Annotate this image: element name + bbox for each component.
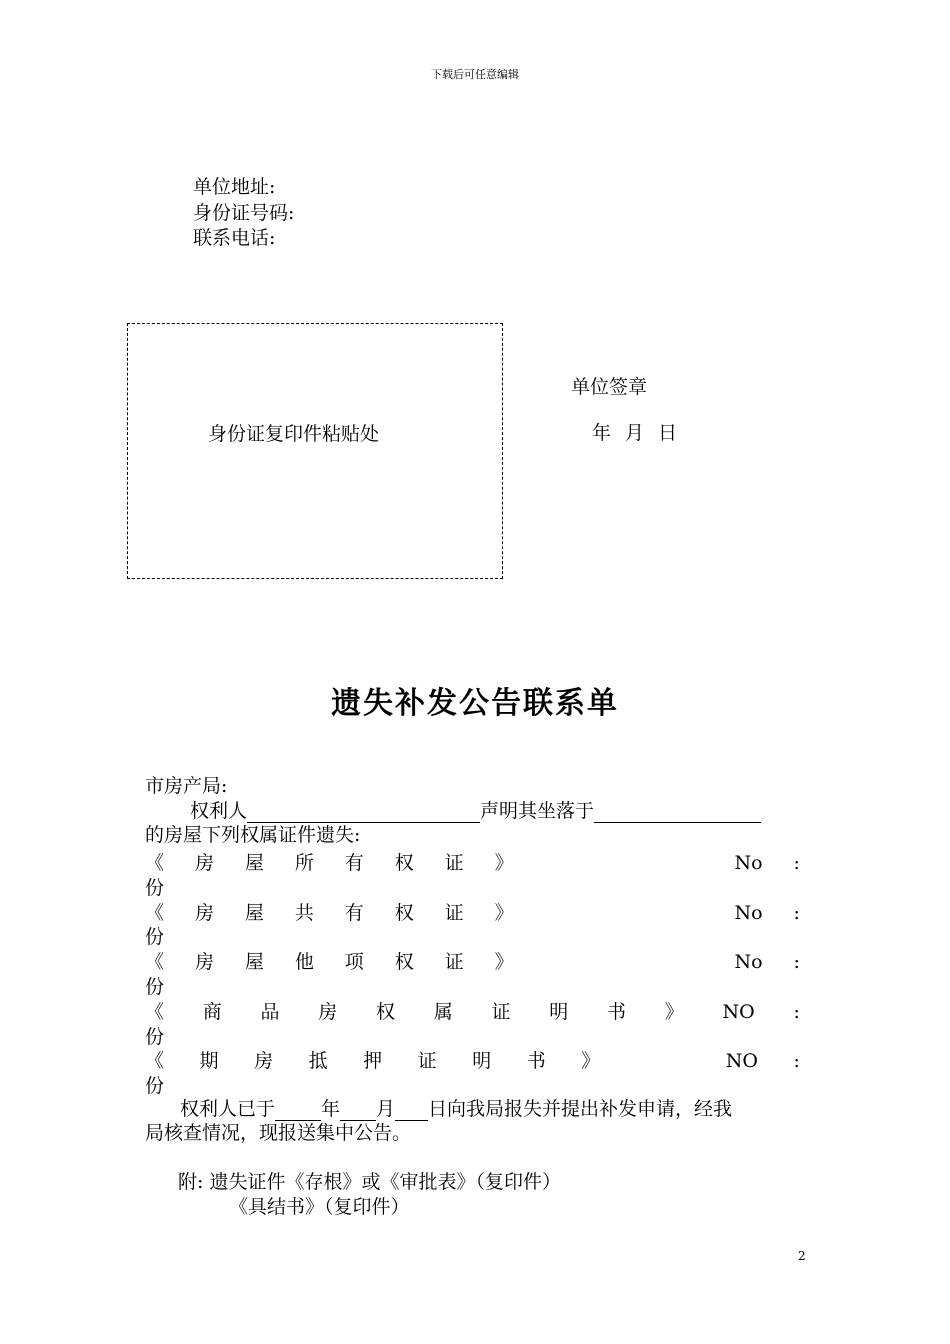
certificate-row: 《 期 房 抵 押 证 明 书 》 NO :	[145, 1050, 800, 1072]
page-number: 2	[798, 1249, 806, 1263]
report-month: 月	[376, 1098, 396, 1120]
id-copy-paste-box	[127, 323, 503, 579]
addressee: 市房产局:	[145, 775, 228, 797]
certificate-row: 《 房 屋 他 项 权 证 》 No :	[145, 951, 800, 973]
certificate-unit: 份	[145, 1026, 165, 1048]
seal-date	[592, 418, 691, 445]
header-note: 下载后可任意编辑	[431, 68, 519, 81]
certificate-row: 《 房 屋 所 有 权 证 》 No :	[145, 852, 800, 874]
phone-label: 联系电话:	[193, 227, 276, 249]
id-number-label: 身份证号码:	[193, 202, 295, 224]
certificate-unit: 份	[145, 926, 165, 948]
declares-located-label: 声明其坐落于	[480, 800, 595, 822]
certificate-unit: 份	[145, 877, 165, 899]
certificate-row: 《 商 品 房 权 属 证 明 书 》 NO :	[145, 1001, 800, 1023]
unit-address-label: 单位地址:	[193, 176, 276, 198]
report-line	[180, 1097, 732, 1121]
lost-line: 的房屋下列权属证件遗失:	[145, 824, 361, 846]
attachment-line2: 《具结书》（复印件）	[229, 1196, 410, 1218]
report-part2: 日向我局报失并提出补发申请，经我	[428, 1098, 733, 1120]
certificate-unit: 份	[145, 976, 165, 998]
date-day: 日	[658, 422, 678, 444]
document-title: 遗失补发公告联系单	[331, 686, 619, 721]
report-year: 年	[321, 1098, 341, 1120]
rights-holder-label: 权利人	[190, 800, 248, 822]
year-blank	[275, 1100, 321, 1121]
unit-seal-label: 单位签章	[571, 376, 648, 398]
date-month: 月	[625, 422, 645, 444]
report-part1: 权利人已于	[180, 1098, 276, 1120]
attachment-line1: 附: 遗失证件《存根》或《审批表》（复印件）	[178, 1171, 561, 1193]
paste-box-label: 身份证复印件粘贴处	[208, 423, 380, 445]
month-blank	[340, 1100, 376, 1121]
certificate-unit: 份	[145, 1075, 165, 1097]
report-line2: 局核查情况，现报送集中公告。	[145, 1122, 412, 1144]
day-blank	[395, 1100, 428, 1121]
rights-holder-blank	[247, 802, 480, 823]
location-blank	[594, 802, 761, 823]
statement-line	[190, 799, 761, 823]
date-year: 年	[592, 422, 612, 444]
certificate-row: 《 房 屋 共 有 权 证 》 No :	[145, 902, 800, 924]
